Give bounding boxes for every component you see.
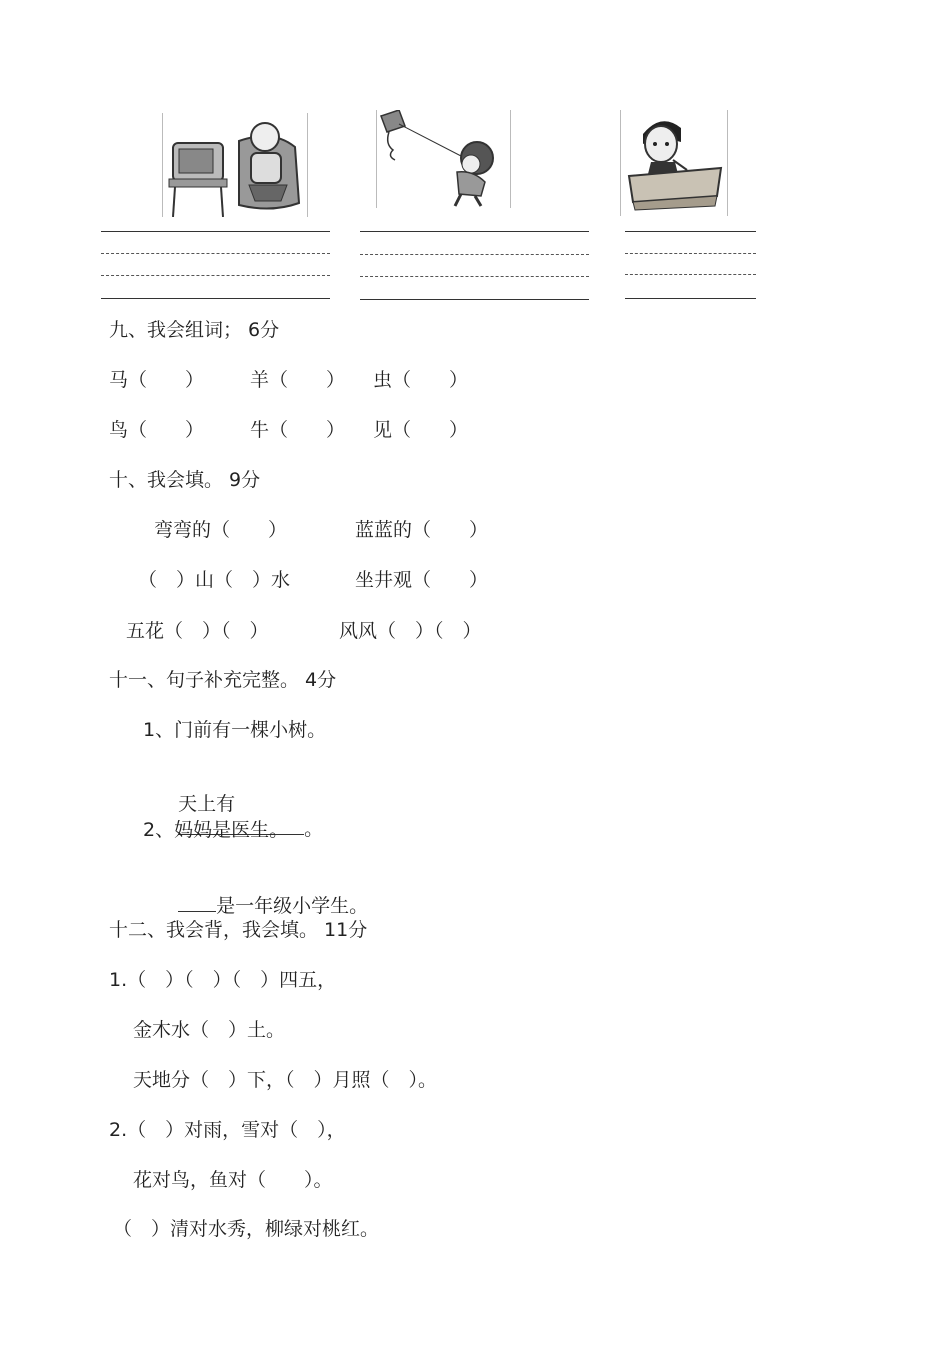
sentence-example-2: 2、妈妈是医生。 [143, 819, 289, 841]
word-item: 虫（ ） [373, 369, 469, 391]
fill-item: 坐井观（ ） [355, 569, 489, 591]
writing-line-dash-1a [101, 253, 330, 254]
word-item: 牛（ ） [250, 419, 346, 441]
answer-suffix: 。 [304, 818, 324, 840]
answer-blank[interactable] [178, 893, 216, 912]
word-item: 马（ ） [109, 369, 205, 391]
fill-item: （ ）山（ ）水 [138, 569, 291, 591]
writing-line-dash-3a [625, 253, 756, 254]
fill-item: 蓝蓝的（ ） [355, 519, 489, 541]
fill-item: 弯弯的（ ） [154, 519, 288, 541]
writing-line-top-2 [360, 231, 589, 232]
fill-item: 风风（ ）（ ） [339, 620, 482, 642]
writing-line-bottom-2 [360, 299, 589, 300]
word-item: 鸟（ ） [109, 419, 205, 441]
section-10-title: 十、我会填。 9分 [109, 469, 261, 491]
writing-line-bottom-3 [625, 298, 756, 299]
recite-line: （ ）清对水秀，柳绿对桃红。 [113, 1218, 380, 1240]
answer-suffix: 是一年级小学生。 [216, 895, 369, 917]
writing-line-top-3 [625, 231, 756, 232]
word-item: 羊（ ） [250, 369, 346, 391]
writing-line-top-1 [101, 231, 330, 232]
picture-boy-writing-at-desk [620, 110, 728, 216]
writing-line-dash-2a [360, 254, 589, 255]
writing-line-dash-2b [360, 276, 589, 277]
recite-line: 2.（ ）对雨，雪对（ ）， [109, 1119, 346, 1141]
recite-line: 1.（ ）（ ）（ ）四五， [109, 969, 337, 991]
recite-line: 天地分（ ）下，（ ）月照（ ）。 [133, 1069, 438, 1091]
picture-child-watching-tv [162, 113, 308, 217]
section-12-title: 十二、我会背，我会填。 11分 [109, 919, 368, 941]
writing-line-bottom-1 [101, 298, 330, 299]
writing-line-dash-1b [101, 275, 330, 276]
picture-child-flying-kite [376, 110, 511, 208]
answer-prefix: 天上有 [178, 793, 236, 815]
section-9-title: 九、我会组词； 6分 [109, 319, 280, 341]
section-11-title: 十一、句子补充完整。 4分 [109, 669, 337, 691]
sentence-answer-2 [166, 869, 368, 918]
recite-line: 金木水（ ）土。 [133, 1019, 286, 1041]
sentence-example-1: 1、门前有一棵小树。 [143, 719, 327, 741]
word-item: 见（ ） [373, 419, 469, 441]
recite-line: 花对鸟，鱼对（ ）。 [133, 1169, 333, 1191]
fill-item: 五花（ ）（ ） [126, 620, 269, 642]
writing-line-dash-3b [625, 274, 756, 275]
